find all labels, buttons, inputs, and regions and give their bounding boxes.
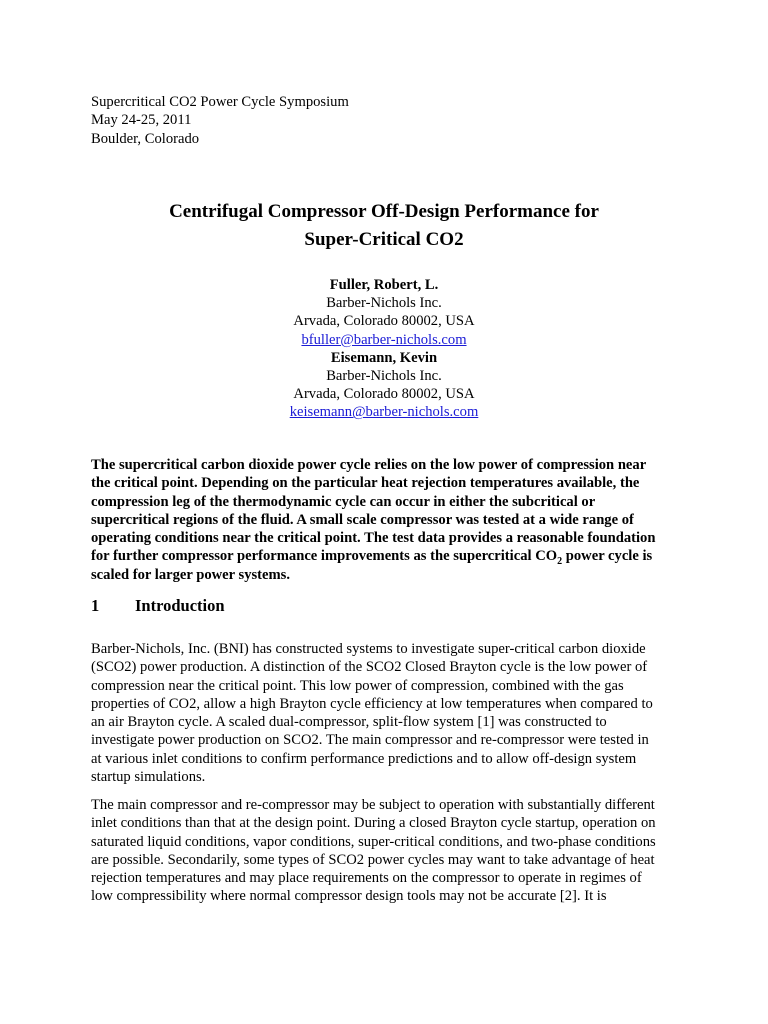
subscript-2: 2: [557, 556, 563, 568]
conference-dates: May 24-25, 2011: [91, 112, 192, 129]
author-email-link[interactable]: bfuller@barber-nichols.com: [301, 331, 467, 348]
abstract-line: operating conditions near the critical point. The test data provides a reasonable foundation: [91, 530, 656, 547]
section-number: 1: [91, 596, 100, 615]
author-name: Fuller, Robert, L.: [329, 277, 439, 293]
paragraph-line: (SCO2) power production. A distinction of the SCO2 Closed Brayton cycle is the low power of: [91, 659, 648, 676]
abstract-line: compression leg of the thermodynamic cycle can occur in either the subcritical or: [91, 493, 596, 510]
paragraph-line: saturated liquid conditions, vapor conditions, super-critical conditions, and two-phase conditions: [91, 833, 656, 850]
author-address: Arvada, Colorado 80002, USA: [293, 313, 475, 330]
paragraph-line: compression near the critical point. This low power of compression, combined with the gas: [91, 677, 624, 694]
author-affiliation: Barber-Nichols Inc.: [326, 368, 442, 385]
abstract-line: scaled for larger power systems.: [91, 566, 291, 583]
abstract-line: [91, 547, 687, 568]
paragraph-line: Barber-Nichols, Inc. (BNI) has constructed systems to investigate super-critical carbon dioxide: [91, 641, 646, 657]
title-line-1: Centrifugal Compressor Off-Design Performance for: [169, 201, 599, 222]
abstract: [91, 456, 687, 584]
conference-header: [91, 93, 349, 148]
author-address: Arvada, Colorado 80002, USA: [293, 386, 475, 403]
author-affiliation: Barber-Nichols Inc.: [326, 295, 442, 312]
conference-location: Boulder, Colorado: [91, 130, 200, 147]
section-title: Introduction: [135, 596, 225, 615]
title-line-2: Super-Critical CO2: [304, 229, 464, 250]
abstract-line: supercritical regions of the fluid. A small scale compressor was tested at a wide range of: [91, 511, 634, 528]
paragraph-line: properties of CO2, allow a high Brayton cycle efficiency at low temperatures when compared to: [91, 695, 653, 712]
paragraph-line: The main compressor and re-compressor may be subject to operation with substantially different: [91, 797, 655, 813]
conference-name: Supercritical CO2 Power Cycle Symposium: [91, 94, 349, 110]
paragraph-line: an air Brayton cycle. A scaled dual-compressor, split-flow system [1] was constructed to: [91, 714, 607, 731]
section-heading: [91, 597, 225, 615]
paper-title: [0, 198, 768, 254]
abstract-text: power cycle is: [562, 548, 653, 565]
paragraph-line: investigate power production on SCO2. The main compressor and re-compressor were tested in: [91, 732, 649, 749]
paragraph-line: inlet conditions than that at the design point. During a closed Brayton cycle startup, operation on: [91, 815, 656, 832]
paragraph-line: at various inlet conditions to confirm performance predictions and to allow off-design system: [91, 750, 637, 767]
paragraph-line: are possible. Secondarily, some types of SCO2 power cycles may want to take advantage of heat: [91, 851, 655, 868]
abstract-text: for further compressor performance improvements as the supercritical CO: [91, 548, 558, 565]
author-block: [0, 276, 768, 422]
author-name: Eisemann, Kevin: [330, 349, 438, 366]
paragraph-line: startup simulations.: [91, 769, 206, 786]
paragraph-line: rejection temperatures and may place requirements on the compressor to operate in regimes of: [91, 870, 642, 887]
author-email-link[interactable]: keisemann@barber-nichols.com: [289, 404, 479, 421]
abstract-line: the critical point. Depending on the particular heat rejection temperatures available, the: [91, 475, 640, 492]
body-paragraph: [91, 640, 691, 786]
body-paragraph: [91, 796, 691, 906]
abstract-line: The supercritical carbon dioxide power cycle relies on the low power of compression near: [91, 457, 647, 473]
paragraph-line: low compressibility where normal compressor design tools may not be accurate [2]. It is: [91, 888, 607, 905]
